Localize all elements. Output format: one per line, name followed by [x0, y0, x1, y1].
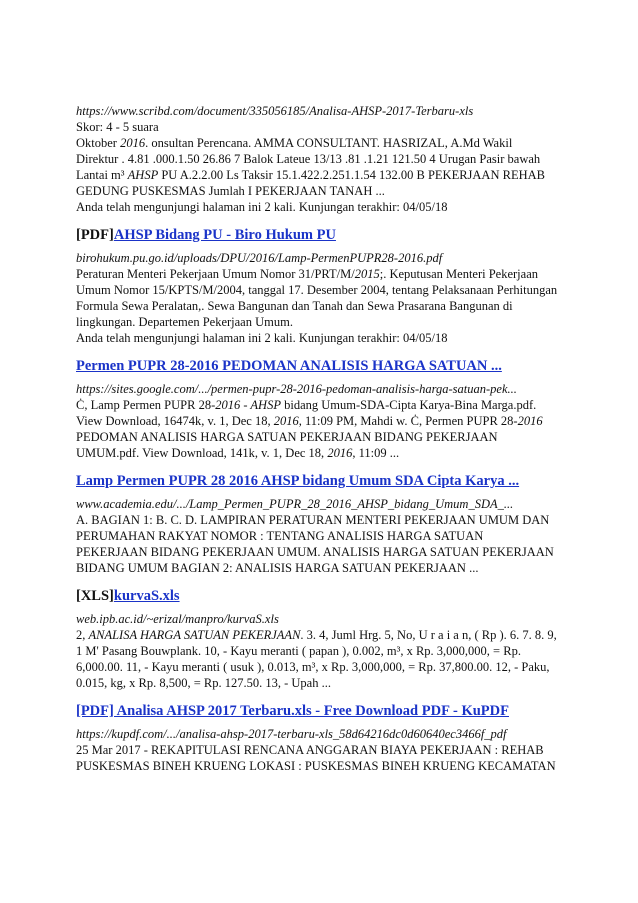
snippet-text: Lantai m³ [76, 168, 128, 182]
result-snippet-line [76, 445, 566, 461]
result-snippet-line [76, 627, 566, 643]
search-result [76, 472, 566, 576]
result-url: web.ipb.ac.id/~erizal/manpro/kurvaS.xls [76, 612, 279, 626]
result-title [76, 226, 566, 244]
search-results-list [76, 103, 566, 774]
snippet-text: 1 M' Pasang Bouwplank. 10, - Kayu meranti ( papan ), 0.002, m³, x Rp. 3,000,000, = Rp. [76, 644, 521, 658]
result-snippet-line [76, 167, 566, 183]
result-url: www.academia.edu/.../Lamp_Permen_PUPR_28_2016_AHSP_bidang_Umum_SDA_... [76, 497, 514, 511]
snippet-emphasis: 2016 [517, 414, 543, 428]
snippet-emphasis: 2016 [327, 446, 353, 460]
result-rating: Skor: 4 - 5 suara [76, 120, 159, 134]
snippet-text: GEDUNG PUSKESMAS Jumlah I PEKERJAAN TANAH ... [76, 184, 385, 198]
snippet-text: , 11:09 ... [352, 446, 400, 460]
result-url: https://kupdf.com/.../analisa-ahsp-2017-terbaru-xls_58d64216dc0d60640ec3466f_pdf [76, 727, 507, 741]
snippet-text: . onsultan Perencana. AMMA CONSULTANT. HASRIZAL, A.Md Wakil [145, 136, 513, 150]
snippet-text: BIDANG UMUM BAGIAN 2: ANALISIS HARGA SATUAN PEKERJAAN ... [76, 561, 479, 575]
visited-note: Anda telah mengunjungi halaman ini 2 kali. Kunjungan terakhir: 04/05/18 [76, 200, 448, 214]
result-url: https://sites.google.com/.../permen-pupr-28-2016-pedoman-analisis-harga-satuan-pek... [76, 382, 517, 396]
snippet-text: . 3. 4, Juml Hrg. 5, No, U r a i a n, ( Rp ). 6. 7. 8. 9, [300, 628, 557, 642]
result-snippet-line [76, 413, 566, 429]
result-snippet-line [76, 183, 566, 199]
result-snippet-line [76, 544, 566, 560]
result-snippet-line [76, 742, 566, 758]
snippet-text: Umum Nomor 15/KPTS/M/2004, tanggal 17. Desember 2004, tentang Pelaksanaan Perhitungan [76, 283, 558, 297]
result-title [76, 587, 566, 605]
result-snippet-line [76, 314, 566, 330]
result-snippet-line [76, 266, 566, 282]
result-title-link[interactable]: Lamp Permen PUPR 28 2016 AHSP bidang Umum SDA Cipta Karya ... [76, 473, 520, 489]
snippet-text: A. BAGIAN 1: B. C. D. LAMPIRAN PERATURAN MENTERI PEKERJAAN UMUM DAN [76, 513, 550, 527]
snippet-text: PERUMAHAN RAKYAT NOMOR : TENTANG ANALISIS HARGA SATUAN [76, 529, 484, 543]
snippet-text: PEDOMAN ANALISIS HARGA SATUAN PEKERJAAN BIDANG PEKERJAAN [76, 430, 498, 444]
snippet-emphasis: 2016 [120, 136, 146, 150]
file-type-tag: [XLS] [76, 588, 114, 604]
snippet-emphasis: AHSP [127, 168, 159, 182]
result-snippet-line [76, 397, 566, 413]
snippet-text: 2, [76, 628, 89, 642]
snippet-text: Peraturan Menteri Pekerjaan Umum Nomor 31/PRT/M/ [76, 267, 355, 281]
snippet-text: View Download, 16474k, v. 1, Dec 18, [76, 414, 274, 428]
snippet-emphasis: 2015 [354, 267, 380, 281]
visited-note: Anda telah mengunjungi halaman ini 2 kali. Kunjungan terakhir: 04/05/18 [76, 331, 448, 345]
result-title-link[interactable]: kurvaS.xls [113, 588, 180, 604]
snippet-text: Direktur . 4.81 .000.1.50 26.86 7 Balok Lateue 13/13 .81 .1.21 121.50 4 Urugan Pasir bawah [76, 152, 541, 166]
result-title-link[interactable]: AHSP Bidang PU - Biro Hukum PU [113, 227, 336, 243]
snippet-text: ;. Keputusan Menteri Pekerjaan [379, 267, 539, 281]
result-title [76, 702, 566, 720]
result-url: https://www.scribd.com/document/335056185/Analisa-AHSP-2017-Terbaru-xls [76, 104, 474, 118]
result-snippet-line [76, 282, 566, 298]
search-result [76, 702, 566, 774]
result-title-link[interactable]: Permen PUPR 28-2016 PEDOMAN ANALISIS HARGA SATUAN ... [76, 358, 502, 374]
snippet-text: PU A.2.2.00 Ls Taksir 15.1.422.2.251.1.54 132.00 B PEKERJAAN REHAB [158, 168, 545, 182]
search-result [76, 226, 566, 346]
result-snippet-line [76, 298, 566, 314]
search-result [76, 357, 566, 461]
result-title-link[interactable]: [PDF] Analisa AHSP 2017 Terbaru.xls - Free Download PDF - KuPDF [76, 703, 509, 719]
result-title [76, 472, 566, 490]
snippet-text: bidang Umum-SDA-Cipta Karya-Bina Marga.pdf. [280, 398, 537, 412]
result-snippet-line [76, 659, 566, 675]
result-snippet-line [76, 135, 566, 151]
result-snippet-line [76, 512, 566, 528]
snippet-emphasis: 2016 [273, 414, 299, 428]
result-snippet-line [76, 528, 566, 544]
snippet-text: PEKERJAAN BIDANG PEKERJAAN UMUM. ANALISIS HARGA SATUAN PEKERJAAN [76, 545, 554, 559]
result-snippet-line [76, 675, 566, 691]
result-snippet-line [76, 560, 566, 576]
snippet-text: 0.015, kg, x Rp. 8,500, = Rp. 127.50. 13, - Upah ... [76, 676, 331, 690]
result-snippet-line [76, 151, 566, 167]
snippet-text: lingkungan. Departemen Pekerjaan Umum. [76, 315, 293, 329]
snippet-text: Ċ, Lamp Permen PUPR 28- [76, 398, 216, 412]
result-snippet-line [76, 643, 566, 659]
snippet-text: 6,000.00. 11, - Kayu meranti ( usuk ), 0.013, m³, x Rp. 3,000,000, = Rp. 37,800.00. 12, - Paku, [76, 660, 550, 674]
result-title [76, 357, 566, 375]
result-url: birohukum.pu.go.id/uploads/DPU/2016/Lamp-PermenPUPR28-2016.pdf [76, 251, 443, 265]
result-snippet-line [76, 429, 566, 445]
snippet-text: 25 Mar 2017 - REKAPITULASI RENCANA ANGGARAN BIAYA PEKERJAAN : REHAB [76, 743, 544, 757]
snippet-text: , 11:09 PM, Mahdi w. Ċ, Permen PUPR 28- [298, 414, 518, 428]
result-snippet-line [76, 758, 566, 774]
snippet-text: PUSKESMAS BINEH KRUENG LOKASI : PUSKESMAS BINEH KRUENG KECAMATAN [76, 759, 556, 773]
search-result [76, 587, 566, 691]
search-result [76, 103, 566, 215]
snippet-text: UMUM.pdf. View Download, 141k, v. 1, Dec 18, [76, 446, 328, 460]
snippet-emphasis: 2016 - AHSP [215, 398, 281, 412]
file-type-tag: [PDF] [76, 227, 114, 243]
snippet-emphasis: ANALISA HARGA SATUAN PEKERJAAN [88, 628, 301, 642]
snippet-text: Oktober [76, 136, 121, 150]
snippet-text: Formula Sewa Peralatan,. Sewa Bangunan dan Tanah dan Sewa Prasarana Bangunan di [76, 299, 513, 313]
